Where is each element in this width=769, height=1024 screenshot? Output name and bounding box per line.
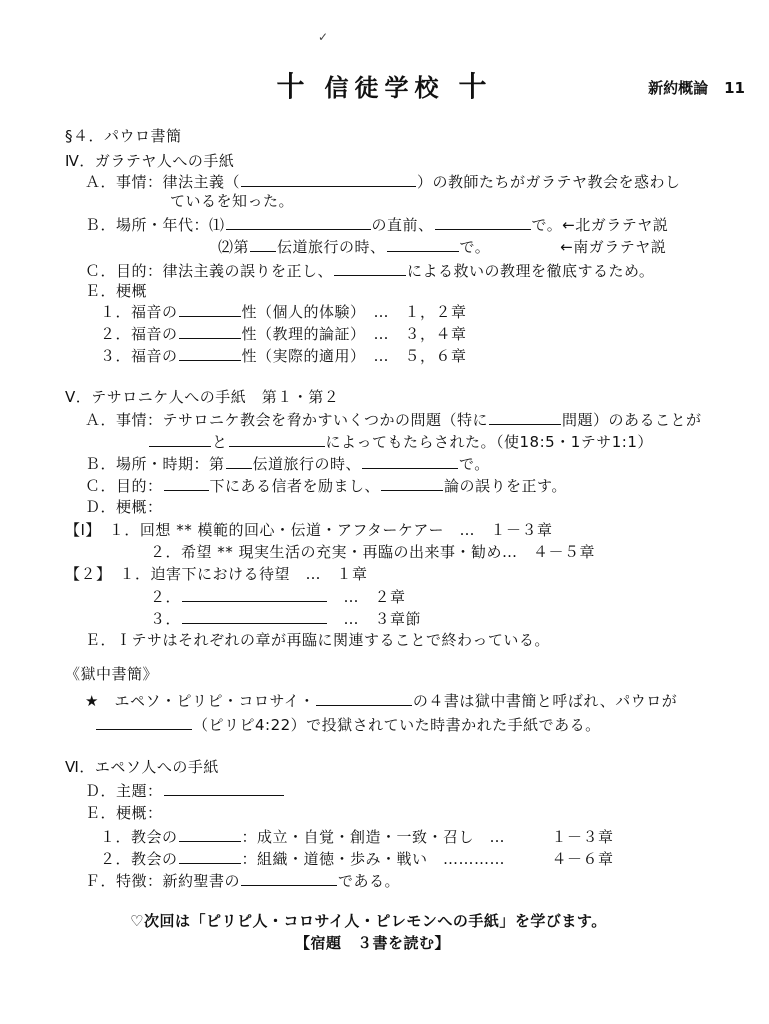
fill-in-blank (179, 826, 241, 842)
fill-in-blank (229, 431, 325, 447)
document-line (170, 191, 294, 211)
document-line (85, 870, 400, 891)
fill-in-blank (489, 409, 561, 425)
line-text: で。 ←南ガラテヤ説 (459, 238, 667, 256)
fill-in-blank (179, 848, 241, 864)
document-line (65, 564, 368, 584)
document-line (95, 714, 601, 735)
lesson-number: 11 (724, 79, 745, 97)
line-text: ♡次回は「ピリピ人・コロサイ人・ピレモンへの手紙」を学びます。 (130, 912, 607, 930)
course-name: 新約概論 (648, 79, 709, 97)
document-line (100, 323, 467, 344)
line-text: Ｄ．梗概： (85, 498, 163, 516)
fill-in-blank (149, 431, 211, 447)
document-line (65, 664, 158, 684)
document-line (100, 826, 614, 847)
line-text: で。 (459, 455, 490, 473)
line-text: Ⅴ．テサロニケ人への手紙 第１・第２ (65, 388, 340, 406)
line-text: 【２】 １．迫害下における待望 … １章 (65, 565, 368, 583)
line-text: Ｃ．目的： (85, 477, 163, 495)
line-text: ：組織・道徳・歩み・戦い ………… ４－６章 (241, 850, 614, 868)
fill-in-blank (226, 453, 252, 469)
document-line (85, 690, 677, 711)
document-line (85, 260, 654, 281)
document-line (85, 780, 285, 801)
line-text: 《獄中書簡》 (65, 665, 159, 683)
document-line (218, 236, 666, 257)
line-text: 性（教理的論証） … ３，４章 (241, 325, 467, 343)
line-text: 【宿題 ３書を読む】 (295, 934, 451, 952)
line-text: １．教会の (100, 828, 178, 846)
fill-in-blank (316, 690, 412, 706)
fill-in-blank (226, 214, 371, 230)
line-text: … ２章 (328, 588, 406, 606)
line-text: Ｅ．梗概： (85, 804, 163, 822)
line-text: ３．福音の (100, 347, 178, 365)
line-text: ⑵第 (218, 238, 250, 256)
document-line (65, 151, 234, 171)
course-label (648, 77, 745, 98)
line-text: Ｆ．特徴：新約聖書の (85, 872, 241, 890)
cross-icon: 十 (458, 70, 493, 103)
document-line (100, 301, 467, 322)
line-text: ているを知った。 (170, 192, 295, 210)
line-text: ３． (150, 610, 182, 628)
fill-in-blank (241, 171, 416, 187)
line-text: Ⅵ．エペソ人への手紙 (65, 758, 219, 776)
line-text: … ３章節 (328, 610, 422, 628)
line-text: Ｃ．目的：律法主義の誤りを正し、 (85, 262, 334, 280)
line-text: ）の教師たちがガラテヤ教会を惑わし (417, 173, 681, 191)
document-line (85, 453, 490, 474)
line-text: による救いの教理を徹底するため。 (407, 262, 655, 280)
document-line (150, 608, 421, 629)
fill-in-blank (182, 586, 327, 602)
document-line (100, 848, 614, 869)
document-line (85, 803, 163, 823)
line-text: Ｂ．場所・年代：⑴ (85, 216, 225, 234)
line-text: 性（個人的体験） … １，２章 (241, 303, 467, 321)
document-line (150, 542, 595, 562)
line-text: 【Ⅰ】 １．回想 ** 模範的回心・伝道・アフターケアー … １－３章 (65, 521, 553, 539)
line-text: Ａ．事情：律法主義（ (85, 173, 241, 191)
fill-in-blank (179, 323, 241, 339)
line-text: ２．福音の (100, 325, 178, 343)
document-line (65, 387, 339, 407)
document-line (65, 126, 182, 146)
document-line (150, 586, 406, 607)
line-text: 伝道旅行の時、 (252, 455, 362, 473)
document-line (85, 281, 147, 301)
document-line (130, 911, 607, 931)
line-text: 論の誤りを正す。 (444, 477, 567, 495)
fill-in-blank (96, 714, 192, 730)
line-text: ★ エペソ・ピリピ・コロサイ・ (85, 692, 315, 710)
fill-in-blank (164, 780, 284, 796)
fill-in-blank (179, 345, 241, 361)
document-line (85, 214, 668, 235)
line-text: ２． (150, 588, 182, 606)
document-line (85, 497, 163, 517)
document-line (65, 520, 552, 540)
fill-in-blank (435, 214, 531, 230)
document-line (295, 933, 450, 953)
fill-in-blank (241, 870, 337, 886)
document-line (85, 171, 681, 192)
line-text: ２．希望 ** 現実生活の充実・再臨の出来事・勧め… ４－５章 (150, 543, 596, 561)
line-text: Ｅ．Ｉテサはそれぞれの章が再臨に関連することで終わっている。 (85, 631, 550, 649)
fill-in-blank (250, 236, 276, 252)
line-text: １．福音の (100, 303, 178, 321)
document-line (65, 757, 219, 777)
cross-icon: 十 (276, 70, 311, 103)
line-text: 問題）のあることが (562, 411, 702, 429)
line-text: である。 (338, 872, 401, 890)
document-line (85, 630, 550, 650)
line-text: で。←北ガラテヤ説 (531, 216, 669, 234)
fill-in-blank (179, 301, 241, 317)
fill-in-blank (164, 475, 209, 491)
fill-in-blank (381, 475, 443, 491)
line-text: 伝道旅行の時、 (277, 238, 386, 256)
line-text: Ｂ．場所・時期：第 (85, 455, 225, 473)
line-text: §４．パウロ書簡 (65, 127, 182, 145)
line-text: ：成立・自覚・創造・一致・召し … １－３章 (241, 828, 614, 846)
title-text: 信徒学校 (324, 74, 445, 102)
line-text: と (212, 433, 228, 451)
fill-in-blank (182, 608, 327, 624)
document-line (85, 409, 702, 430)
scan-mark: ✓ (318, 30, 329, 44)
fill-in-blank (362, 453, 458, 469)
fill-in-blank (387, 236, 459, 252)
line-text: Ｅ．梗概 (85, 282, 148, 300)
document-line (85, 475, 567, 496)
document-line (100, 345, 467, 366)
line-text: の４書は獄中書簡と呼ばれ、パウロが (412, 692, 678, 710)
line-text: によってもたらされた。（使18:5・1テサ1:1） (325, 433, 653, 451)
line-text: 下にある信者を励まし、 (209, 477, 381, 495)
line-text: の直前、 (371, 216, 434, 234)
line-text: 性（実際的適用） … ５，６章 (241, 347, 467, 365)
fill-in-blank (334, 260, 406, 276)
line-text: Ⅳ．ガラテヤ人への手紙 (65, 152, 235, 170)
line-text: ２．教会の (100, 850, 178, 868)
line-text: Ａ．事情：テサロニケ教会を脅かすいくつかの問題（特に (85, 411, 489, 429)
line-text: （ピリピ4:22）で投獄されていた時書かれた手紙である。 (193, 716, 601, 734)
document-line (148, 431, 653, 452)
line-text: Ｄ．主題： (85, 782, 163, 800)
